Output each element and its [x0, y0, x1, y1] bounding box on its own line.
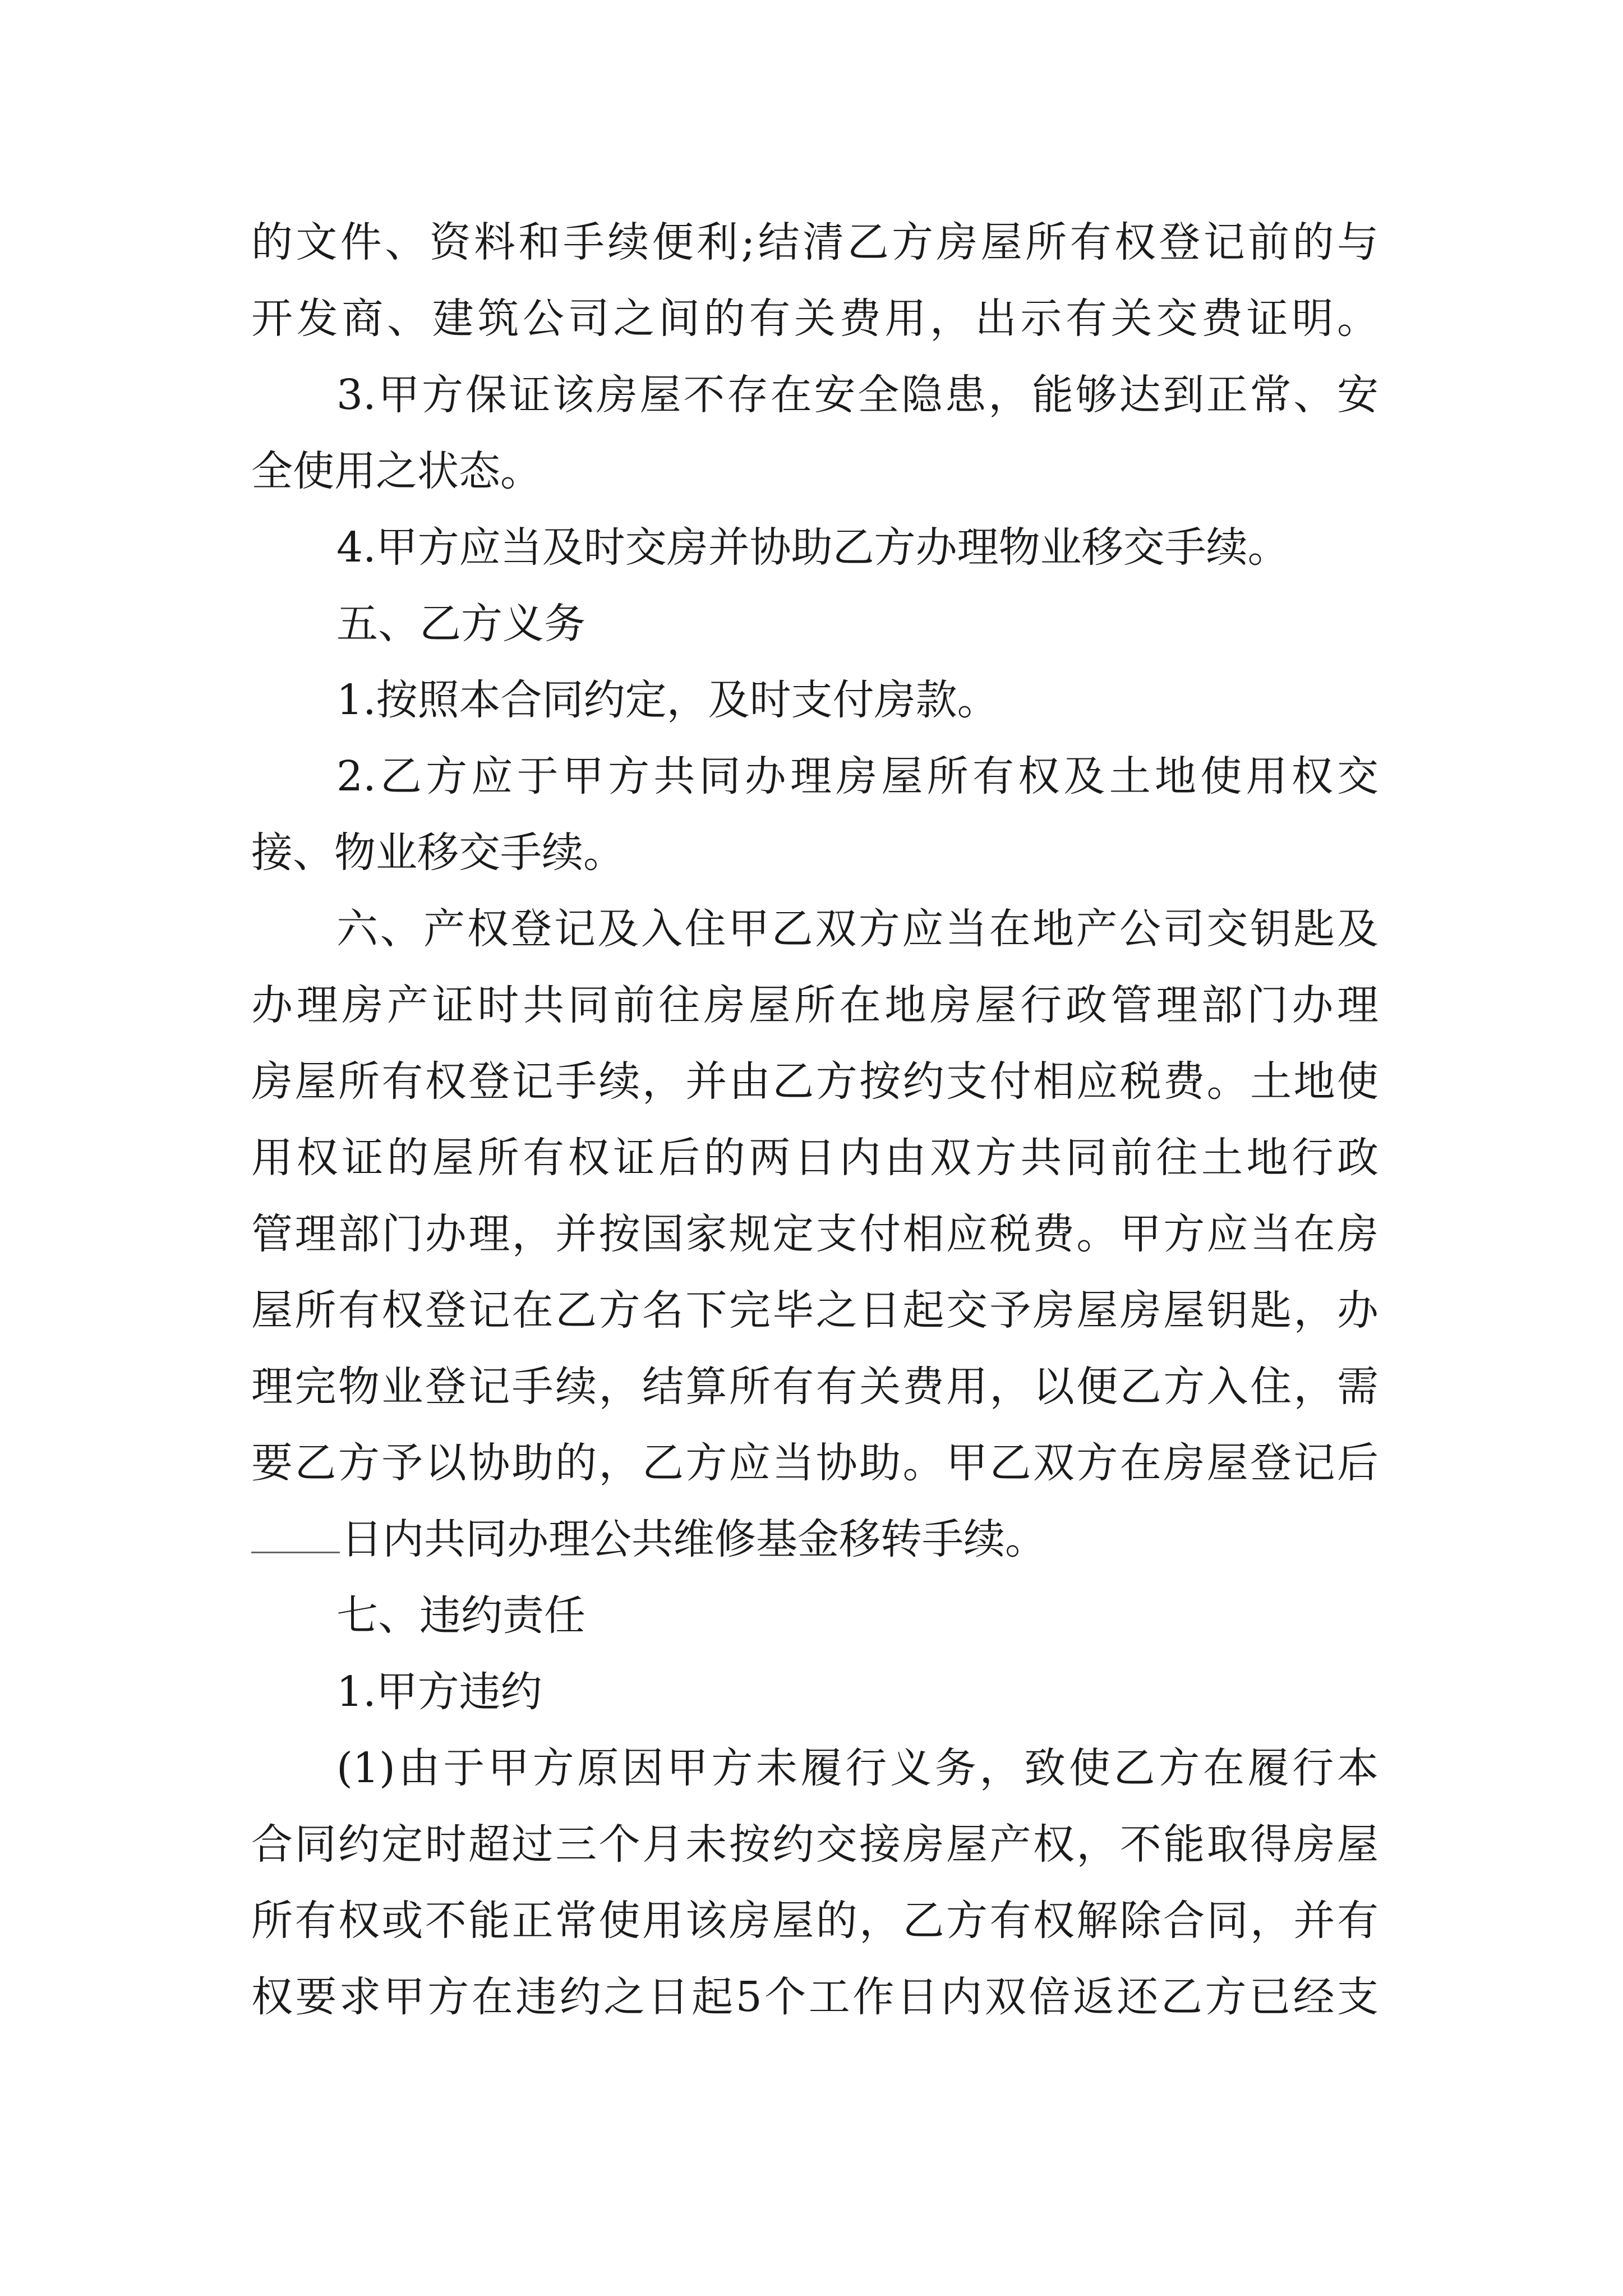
- text-line: 2.乙方应于甲方共同办理房屋所有权及土地使用权交: [336, 752, 1378, 800]
- section-heading: 五、乙方义务: [336, 600, 585, 648]
- text-line-with-blank: [251, 1500, 1378, 1579]
- text-line: 房屋所有权登记手续，并由乙方按约支付相应税费。土地使: [251, 1057, 1378, 1106]
- text-line: 所有权或不能正常使用该房屋的，乙方有权解除合同，并有: [251, 1897, 1378, 1945]
- text-line: 开发商、建筑公司之间的有关费用，出示有关交费证明。: [251, 295, 1378, 343]
- subsection-heading: 1.甲方违约: [336, 1668, 542, 1716]
- text-line: 的文件、资料和手续便利;结清乙方房屋所有权登记前的与: [251, 218, 1378, 266]
- text-line: 办理房产证时共同前往房屋所在地房屋行政管理部门办理: [251, 981, 1378, 1029]
- text-line: 全使用之状态。: [251, 447, 542, 495]
- text-line: 用权证的屋所有权证后的两日内由双方共同前往土地行政: [251, 1134, 1378, 1182]
- fill-in-blank: [251, 1518, 340, 1553]
- text-line: 接、物业移交手续。: [251, 829, 625, 877]
- text-line: 日内共同办理公共维修基金移转手续。: [341, 1515, 1046, 1563]
- text-line: 管理部门办理，并按国家规定支付相应税费。甲方应当在房: [251, 1210, 1378, 1258]
- text-line: 1.按照本合同约定，及时支付房款。: [336, 676, 999, 724]
- text-line: 屋所有权登记在乙方名下完毕之日起交予房屋房屋钥匙，办: [251, 1286, 1378, 1335]
- text-line: 理完物业登记手续，结算所有有关费用，以便乙方入住，需: [251, 1363, 1378, 1411]
- text-line: 3.甲方保证该房屋不存在安全隐患，能够达到正常、安: [336, 371, 1378, 419]
- section-heading: 七、违约责任: [336, 1591, 585, 1640]
- section-heading: 六、产权登记及入住甲乙双方应当在地产公司交钥匙及: [336, 905, 1378, 953]
- text-line: 合同约定时超过三个月未按约交接房屋产权，不能取得房屋: [251, 1820, 1378, 1869]
- text-line: 权要求甲方在违约之日起5个工作日内双倍返还乙方已经支: [251, 1973, 1378, 2021]
- text-line: 要乙方予以协助的，乙方应当协助。甲乙双方在房屋登记后: [251, 1439, 1378, 1487]
- text-line: (1)由于甲方原因甲方未履行义务，致使乙方在履行本: [336, 1744, 1378, 1792]
- text-line: 4.甲方应当及时交房并协助乙方办理物业移交手续。: [336, 523, 1289, 572]
